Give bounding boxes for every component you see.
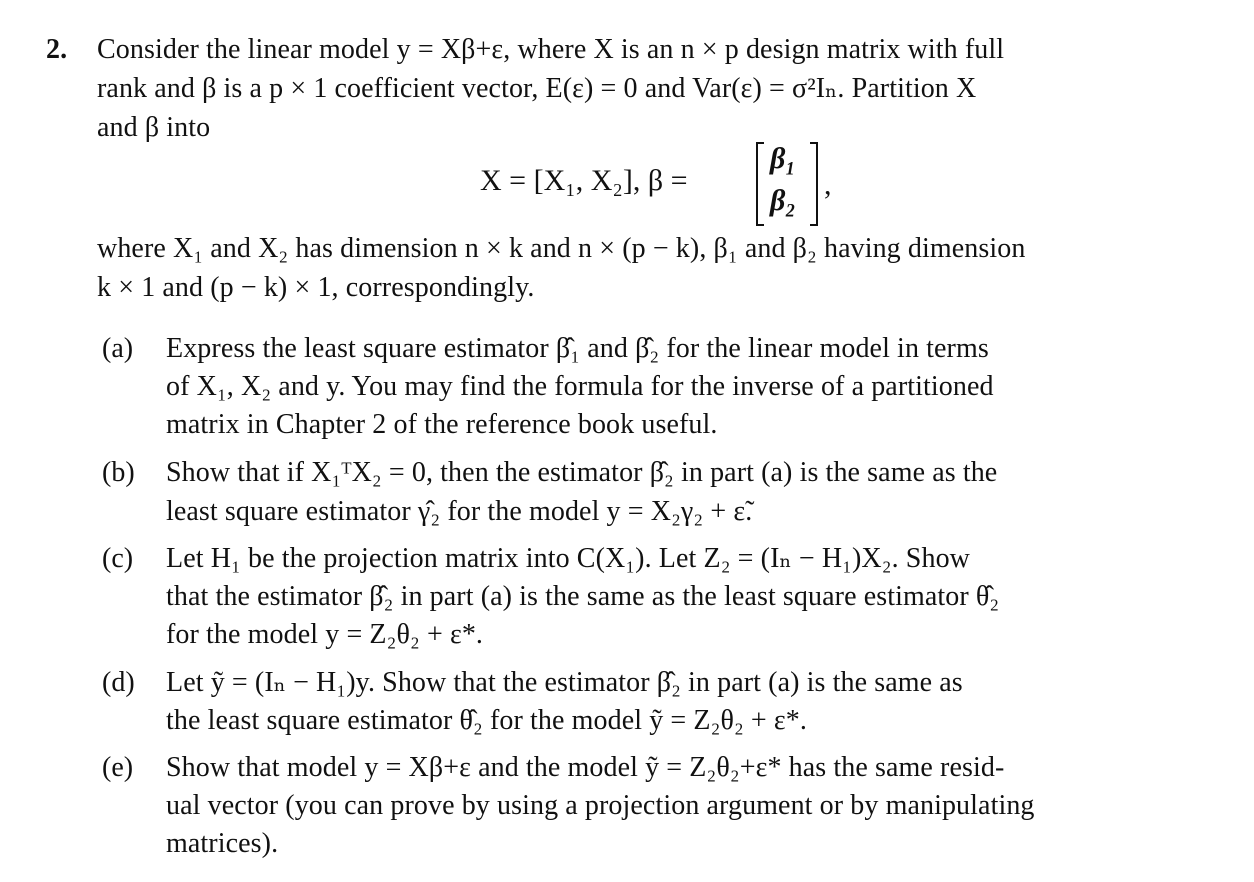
- part-a-line-2: of X₁, X₂ and y. You may find the formula for the inverse of a partitioned: [166, 371, 994, 402]
- equation-comma: ,: [824, 168, 832, 201]
- intro-line-3: and β into: [97, 112, 211, 143]
- part-d-line-1: Let ỹ = (Iₙ − H₁)y. Show that the estimator β̂₂ in part (a) is the same as: [166, 667, 963, 698]
- part-e-label: (e): [102, 752, 134, 783]
- intro-line-2: rank and β is a p × 1 coefficient vector, E(ε) = 0 and Var(ε) = σ²Iₙ. Partition X: [97, 73, 977, 104]
- part-e-line-3: matrices).: [166, 828, 279, 859]
- part-d-line-2: the least square estimator θ̂₂ for the model ỹ = Z₂θ₂ + ε*.: [166, 705, 807, 736]
- after-line-1: where X₁ and X₂ has dimension n × k and n × (p − k), β₁ and β₂ having dimension: [97, 233, 1026, 264]
- part-c-line-2: that the estimator β̂₂ in part (a) is the same as the least square estimator θ̂₂: [166, 581, 1000, 612]
- part-e-line-1: Show that model y = Xβ+ε and the model ỹ = Z₂θ₂+ε* has the same resid-: [166, 752, 1005, 783]
- part-a-label: (a): [102, 333, 134, 364]
- part-e-line-2: ual vector (you can prove by using a projection argument or by manipulating: [166, 790, 1035, 821]
- right-bracket: [810, 142, 818, 226]
- part-c-label: (c): [102, 543, 134, 574]
- part-a-line-1: Express the least square estimator β̂₁ and β̂₂ for the linear model in terms: [166, 333, 989, 364]
- part-b-label: (b): [102, 457, 135, 488]
- beta-vector: [756, 140, 818, 226]
- partition-equation: [480, 140, 840, 230]
- beta-1-entry: β₁: [770, 142, 796, 175]
- part-b-line-1: Show that if X₁ᵀX₂ = 0, then the estimator β̂₂ in part (a) is the same as the: [166, 457, 998, 488]
- part-d-label: (d): [102, 667, 135, 698]
- part-b-line-2: least square estimator γ̂₂ for the model y = X₂γ₂ + ε̃.: [166, 496, 753, 527]
- problem-number: 2.: [46, 34, 68, 65]
- equation-lhs: X = [X₁, X₂], β =: [480, 164, 688, 197]
- part-c-line-3: for the model y = Z₂θ₂ + ε*.: [166, 619, 484, 650]
- after-line-2: k × 1 and (p − k) × 1, correspondingly.: [97, 272, 535, 303]
- part-a-line-3: matrix in Chapter 2 of the reference book useful.: [166, 409, 718, 440]
- left-bracket: [756, 142, 764, 226]
- intro-line-1: Consider the linear model y = Xβ+ε, where X is an n × p design matrix with full: [97, 34, 1005, 65]
- part-c-line-1: Let H₁ be the projection matrix into C(X₁). Let Z₂ = (Iₙ − H₁)X₂. Show: [166, 543, 971, 574]
- beta-2-entry: β₂: [770, 184, 796, 217]
